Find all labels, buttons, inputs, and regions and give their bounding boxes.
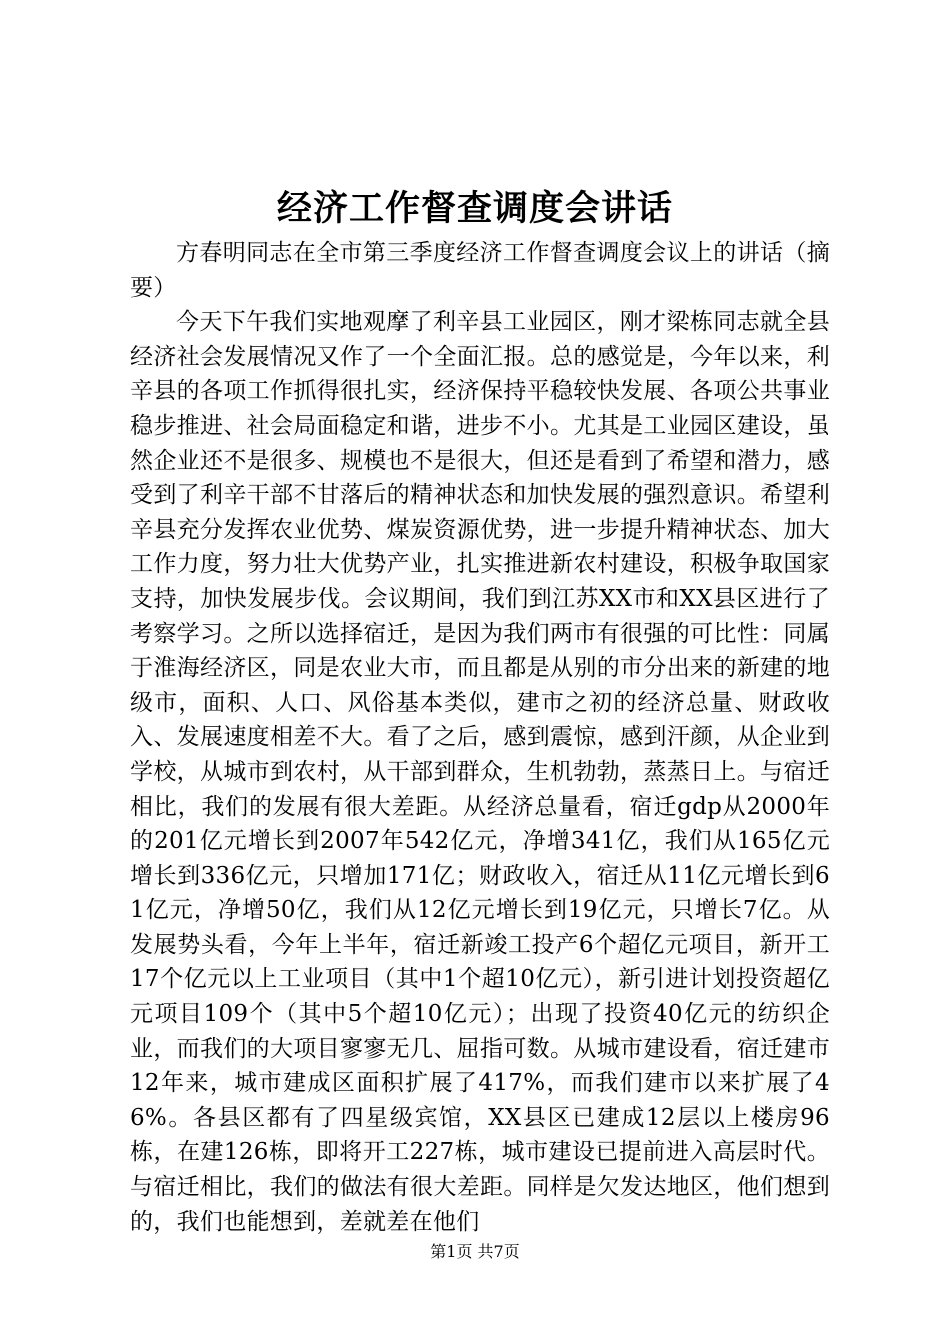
document-body xyxy=(130,236,830,1239)
document-title: 经济工作督查调度会讲话 xyxy=(276,188,673,229)
subtitle-paragraph: 方春明同志在全市第三季度经济工作督查调度会议上的讲话（摘要） xyxy=(130,240,830,301)
page-footer: 第1页 共7页 xyxy=(430,1242,520,1261)
main-paragraph: 今天下午我们实地观摩了利辛县工业园区，刚才梁栋同志就全县经济社会发展情况又作了一个全面汇报。总的感觉是，今年以来，利辛县的各项工作抓得很扎实，经济保持平稳较快发展、各项公共事业稳步推进、社会局面稳定和谐，进步不小。尤其是工业园区建设，虽然企业还不是很多、规模也不是很大，但还是看到了希望和潜力，感受到了利辛干部不甘落后的精神状态和加快发展的强烈意识。希望利辛县充分发挥农业优势、煤炭资源优势，进一步提升精神状态、加大工作力度，努力壮大优势产业，扎实推进新农村建设，积极争取国家支持，加快发展步伐。会议期间，我们到江苏XX市和XX县区进行了考察学习。之所以选择宿迁，是因为我们两市有很强的可比性：同属于淮海经济区，同是农业大市，而且都是从别的市分出来的新建的地级市，面积、人口、风俗基本类似，建市之初的经济总量、财政收入、发展速度相差不大。看了之后，感到震惊，感到汗颜，从企业到学校，从城市到农村，从干部到群众，生机勃勃，蒸蒸日上。与宿迁相比，我们的发展有很大差距。从经济总量看，宿迁gdp从2000年的201亿元增长到2007年542亿元，净增341亿，我们从165亿元增长到336亿元，只增加171亿；财政收入，宿迁从11亿元增长到61亿元，净增50亿，我们从12亿元增长到19亿元，只增长7亿。从发展势头看，今年上半年，宿迁新竣工投产6个超亿元项目，新开工17个亿元以上工业项目（其中1个超10亿元），新引进计划投资超亿元项目109个（其中5个超10亿元）；出现了投资40亿元的纺织企业，而我们的大项目寥寥无几、屈指可数。从城市建设看，宿迁建市12年来，城市建成区面积扩展了417%，而我们建市以来扩展了46%。各县区都有了四星级宾馆，XX县区已建成12层以上楼房96栋，在建126栋，即将开工227栋，城市建设已提前进入高层时代。与宿迁相比，我们的做法有很大差距。同样是欠发达地区，他们想到的，我们也能想到，差就差在他们 xyxy=(130,309,830,1235)
